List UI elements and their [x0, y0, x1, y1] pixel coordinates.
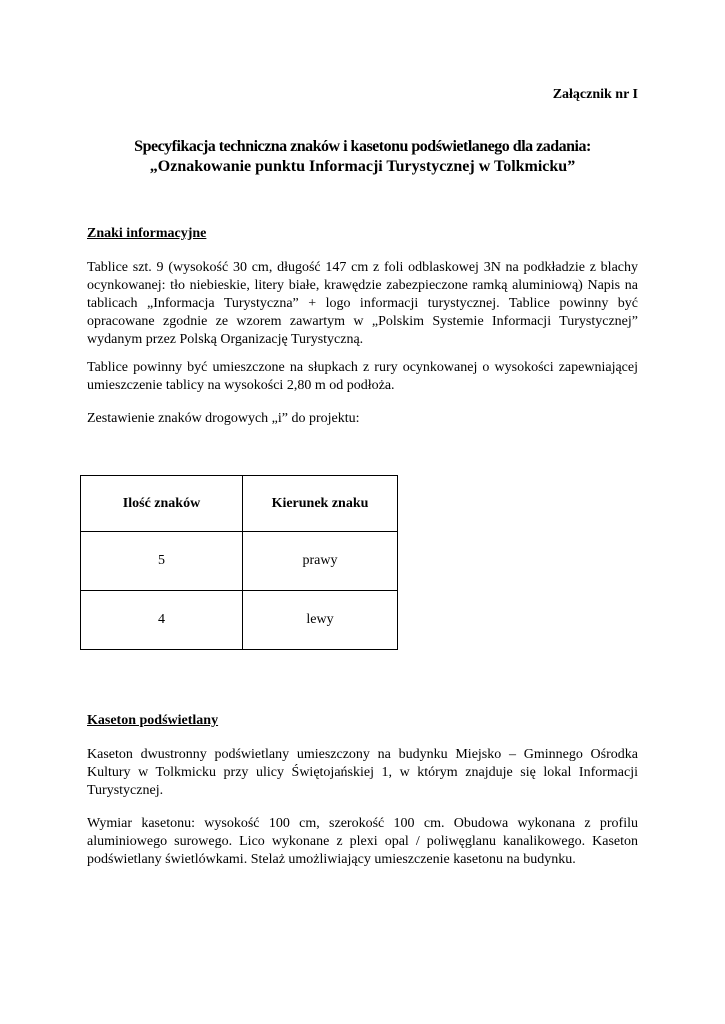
title-line-1: Specyfikacja techniczna znaków i kasetonu podświetlanego dla zadania: — [134, 138, 591, 155]
table-row — [81, 591, 398, 650]
table-cell-direction: prawy — [243, 532, 398, 591]
section-heading-signs: Znaki informacyjne — [87, 226, 207, 241]
table-cell-direction: lewy — [243, 591, 398, 650]
table-cell-count: 4 — [81, 591, 243, 650]
section-heading-lightbox: Kaseton podświetlany — [87, 713, 219, 728]
document-title — [60, 137, 665, 177]
table-row — [81, 532, 398, 591]
paragraph-signs-mounting: Tablice powinny być umieszczone na słupkach z rury ocynkowanej o wysokości zapewniającej umieszczenie tablicy na wysokości 2,80 m od podłoża. — [87, 360, 638, 393]
table-header-direction: Kierunek znaku — [243, 476, 398, 532]
annex-label: Załącznik nr I — [552, 87, 638, 102]
signs-table — [80, 475, 398, 650]
paragraph-lightbox-dimensions: Wymiar kasetonu: wysokość 100 cm, szerokość 100 cm. Obudowa wykonana z profilu aluminiowego surowego. Lico wykonane z plexi opal / poliwęglanu kanalikowego. Kaseton podświetlany świetlówkami. Stelaż umożliwiający umieszczenie kasetonu na budynku. — [87, 816, 638, 867]
table-header-row — [81, 476, 398, 532]
paragraph-lightbox-location: Kaseton dwustronny podświetlany umieszczony na budynku Miejsko – Gminnego Ośrodka Kultury w Tolkmicku przy ulicy Świętojańskiej 1, w którym znajduje się lokal Informacji Turystycznej. — [87, 747, 638, 798]
title-line-2: „Oznakowanie punktu Informacji Turystycznej w Tolkmicku” — [149, 158, 576, 175]
paragraph-signs-description: Tablice szt. 9 (wysokość 30 cm, długość 147 cm z foli odblaskowej 3N na podkładzie z blachy ocynkowanej: tło niebieskie, litery białe, krawędzie zabezpieczone ramką aluminiową) Napis na tablicach „Informacja Turystyczna” + logo informacji turystycznej. Tablice powinny być opracowane zgodnie ze wzorem zawartym w „Polskim Systemie Informacji Turystycznej” wydanym przez Polską Organizację Turystyczną. — [87, 260, 638, 347]
table-cell-count: 5 — [81, 532, 243, 591]
paragraph-signs-list-intro: Zestawienie znaków drogowych „i” do projektu: — [87, 411, 360, 426]
table-header-count: Ilość znaków — [81, 476, 243, 532]
